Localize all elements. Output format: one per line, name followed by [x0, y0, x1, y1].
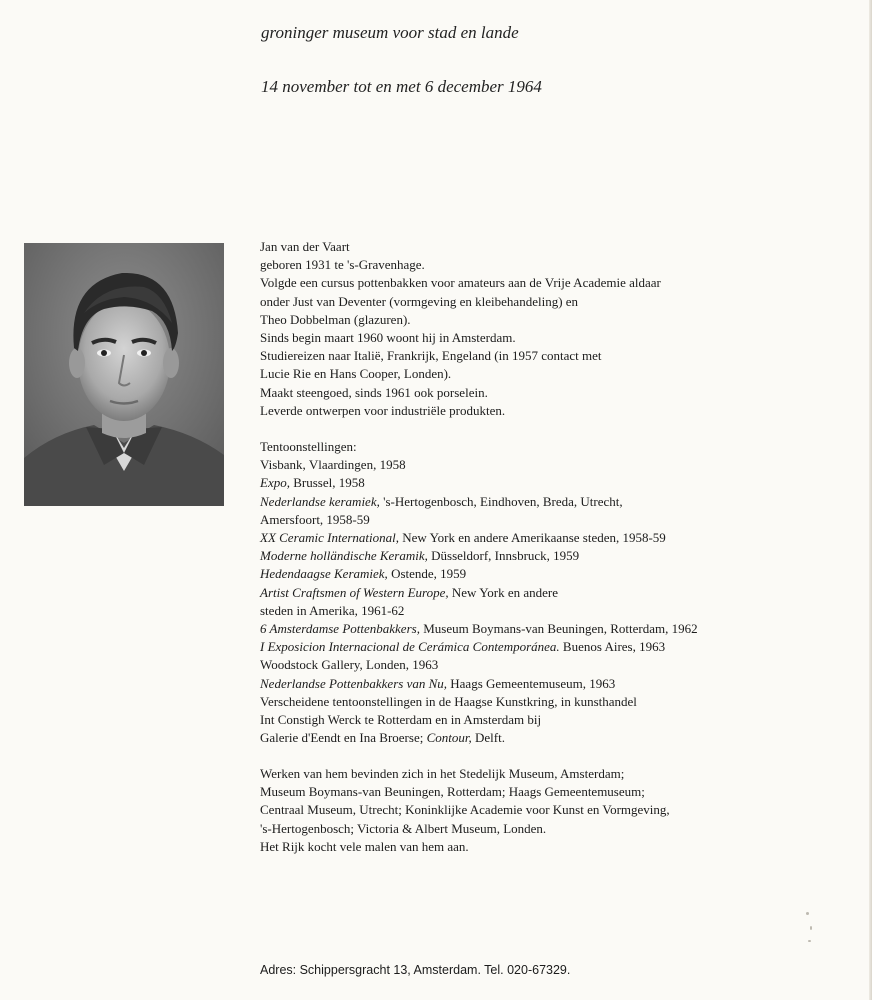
exhibition-title: Nederlandse Pottenbakkers van Nu, — [260, 675, 448, 691]
exhibition-details: New York en andere Amerikaanse steden, 1958-59 — [399, 530, 666, 546]
exhibition-dates: 14 november tot en met 6 december 1964 — [261, 77, 542, 96]
exhibition-line — [260, 493, 698, 511]
biography — [260, 238, 661, 420]
exhibition-details: Museum Boymans-van Beuningen, Rotterdam, 1962 — [419, 621, 698, 637]
address-footer: Adres: Schippersgracht 13, Amsterdam. Tel. 020-67329. — [260, 963, 571, 977]
exhibition-details: Düsseldorf, Innsbruck, 1959 — [427, 548, 580, 564]
bio-line: Studiereizen naar Italië, Frankrijk, Engeland (in 1957 contact met — [260, 348, 602, 364]
exhibition-details: Brussel, 1958 — [289, 475, 365, 491]
bio-line: Volgde een cursus pottenbakken voor amateurs aan de Vrije Academie aldaar — [260, 275, 661, 291]
collection-line: Centraal Museum, Utrecht; Koninklijke Academie voor Kunst en Vormgeving, — [260, 802, 670, 818]
exhibition-line — [260, 584, 698, 602]
exhibition-line — [260, 511, 698, 529]
bio-line: onder Just van Deventer (vormgeving en kleibehandeling) en — [260, 293, 579, 309]
exhibition-details: steden in Amerika, 1961-62 — [260, 602, 405, 618]
exhibition-line — [260, 693, 698, 711]
exhibition-title: Nederlandse keramiek, — [260, 493, 380, 509]
bio-line: Jan van der Vaart — [260, 239, 350, 254]
exhibition-line — [260, 711, 698, 729]
exhibition-details: Haags Gemeentemuseum, 1963 — [447, 675, 616, 691]
bio-line: Sinds begin maart 1960 woont hij in Amsterdam. — [260, 330, 516, 346]
exhibition-title: 6 Amsterdamse Pottenbakkers, — [260, 621, 420, 637]
exhibition-title: Expo, — [260, 475, 290, 491]
exhibition-details: Amersfoort, 1958-59 — [260, 511, 370, 527]
exhibition-details: Woodstock Gallery, Londen, 1963 — [260, 657, 439, 673]
exhibition-details: Verscheidene tentoonstellingen in de Haagse Kunstkring, in kunsthandel — [260, 693, 637, 709]
bio-line: Lucie Rie en Hans Cooper, Londen). — [260, 366, 452, 382]
exhibitions-heading: Tentoonstellingen: — [260, 439, 357, 454]
exhibition-line — [260, 620, 698, 638]
exhibition-details: 's-Hertogenbosch, Eindhoven, Breda, Utrecht, — [379, 493, 623, 509]
exhibition-title: Moderne holländische Keramik, — [260, 548, 428, 564]
exhibition-title: Artist Craftsmen of Western Europe, — [260, 584, 449, 600]
bio-line: Maakt steengoed, sinds 1961 ook porselein. — [260, 384, 488, 400]
collection-line: 's-Hertogenbosch; Victoria & Albert Museum, Londen. — [260, 820, 547, 836]
bio-line: Leverde ontwerpen voor industriële produkten. — [260, 402, 506, 418]
paper-speck — [808, 940, 811, 942]
collections-list — [260, 765, 670, 856]
exhibition-line — [260, 547, 698, 565]
exhibition-details: Int Constigh Werck te Rotterdam en in Amsterdam bij — [260, 712, 542, 728]
exhibition-title: Contour, — [426, 730, 472, 746]
collection-line: Werken van hem bevinden zich in het Stedelijk Museum, Amsterdam; — [260, 766, 625, 781]
exhibition-line — [260, 602, 698, 620]
bio-line: geboren 1931 te 's-Gravenhage. — [260, 257, 425, 273]
exhibition-details: Buenos Aires, 1963 — [559, 639, 666, 655]
exhibition-title: XX Ceramic International, — [260, 530, 400, 546]
collection-line: Het Rijk kocht vele malen van hem aan. — [260, 838, 469, 854]
exhibitions-list — [260, 438, 698, 747]
exhibition-line — [260, 474, 698, 492]
exhibition-line — [260, 529, 698, 547]
exhibition-details: Galerie d'Eendt en Ina Broerse; — [260, 730, 427, 746]
exhibition-line — [260, 675, 698, 693]
collection-line: Museum Boymans-van Beuningen, Rotterdam; Haags Gemeentemuseum; — [260, 784, 645, 800]
exhibition-title: Hedendaagse Keramiek, — [260, 566, 388, 582]
museum-name: groninger museum voor stad en lande — [261, 23, 519, 42]
portrait-illustration — [24, 243, 224, 506]
paper-speck — [806, 912, 809, 915]
artist-portrait-photo — [24, 243, 224, 506]
exhibition-details: Ostende, 1959 — [387, 566, 467, 582]
exhibition-details: New York en andere — [448, 584, 559, 600]
exhibition-line — [260, 456, 698, 474]
exhibition-title: I Exposicion Internacional de Cerámica Contemporánea. — [260, 639, 560, 655]
paper-speck — [810, 926, 812, 930]
exhibition-details: Delft. — [471, 730, 505, 746]
exhibition-line — [260, 565, 698, 583]
exhibition-details: Visbank, Vlaardingen, 1958 — [260, 457, 406, 473]
exhibition-line — [260, 638, 698, 656]
bio-line: Theo Dobbelman (glazuren). — [260, 311, 411, 327]
exhibition-line — [260, 729, 698, 747]
exhibition-line — [260, 656, 698, 674]
